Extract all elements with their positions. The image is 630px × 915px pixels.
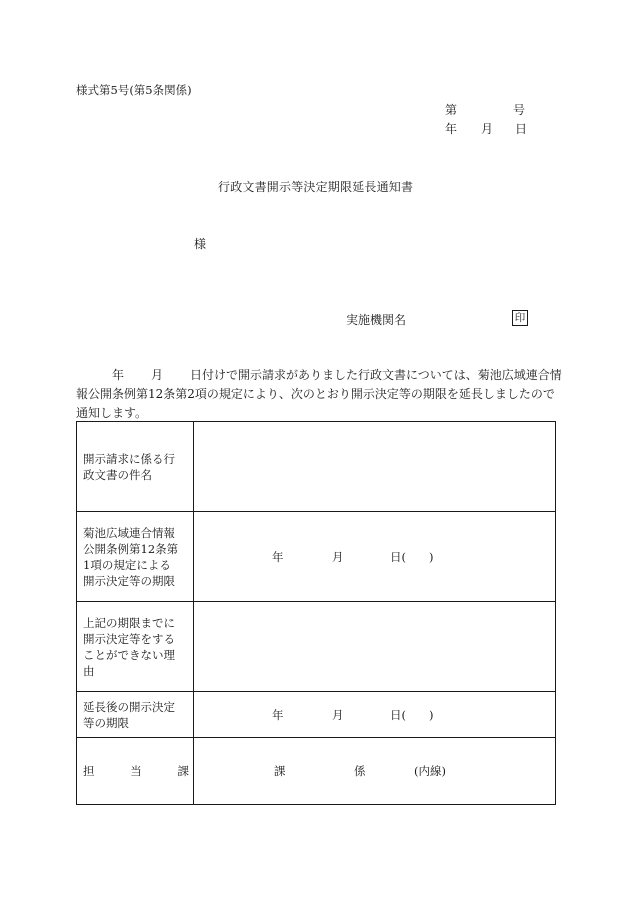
original-deadline-value[interactable] — [194, 512, 556, 602]
body-line1-text: 日付けで開示請求がありました行政文書については、菊池広域連合情 — [190, 368, 562, 382]
notice-body-line-2: 報公開条例第12条第2項の規定により、次のとおり開示決定等の期限を延長しましたので — [76, 387, 555, 401]
department-value[interactable] — [194, 738, 556, 805]
reason-label-line: 上記の期限までに — [83, 615, 175, 630]
department-contact — [194, 763, 555, 779]
seal-mark: 印 — [512, 310, 528, 326]
table-row-subject — [77, 422, 556, 512]
notice-body — [76, 366, 562, 423]
reason-label-line: ことができない理 — [83, 647, 175, 662]
department-label-chars — [83, 763, 189, 779]
agency-name-label: 実施機関名 — [346, 313, 407, 327]
recipient-suffix: 様 — [194, 237, 207, 251]
date-year-label: 年 — [445, 122, 458, 136]
notice-body-line-1 — [76, 366, 562, 385]
extended-deadline-date — [194, 707, 555, 723]
original-deadline-year-label: 年 — [272, 549, 284, 564]
document-number-label: 第 — [445, 103, 458, 117]
original-deadline-day-label: 日( ) — [390, 549, 434, 564]
original-deadline-label-line: 開示決定等の期限 — [83, 573, 175, 588]
extension-label: (内線) — [414, 764, 446, 778]
reason-label — [77, 602, 194, 692]
notice-body-line-3: 通知します。 — [76, 406, 148, 420]
extended-deadline-label-line: 延長後の開示決定 — [83, 699, 175, 714]
section-label: 課 — [274, 764, 286, 778]
extended-deadline-month-label: 月 — [332, 707, 344, 722]
subsection-label: 係 — [354, 764, 366, 778]
subject-label-line: 政文書の件名 — [83, 467, 152, 482]
subject-value[interactable] — [194, 422, 556, 512]
form-number: 様式第5号(第5条関係) — [76, 83, 192, 97]
extended-deadline-day-label: 日( ) — [390, 707, 434, 722]
department-label-char: 課 — [177, 764, 189, 778]
original-deadline-label-line: 公開条例第12条第 — [83, 541, 179, 556]
subject-label-line: 開示請求に係る行 — [83, 451, 175, 466]
document-number-suffix: 号 — [513, 103, 526, 117]
original-deadline-label-line: 1項の規定による — [83, 557, 171, 572]
document-title: 行政文書開示等決定期限延長通知書 — [218, 180, 414, 194]
body-month-label: 月 — [151, 368, 164, 382]
table-row-original-deadline — [77, 512, 556, 602]
extended-deadline-value[interactable] — [194, 692, 556, 738]
department-label — [77, 738, 194, 805]
reason-label-line: 開示決定等をする — [83, 631, 175, 646]
date-day-label: 日 — [515, 122, 528, 136]
reason-value[interactable] — [194, 602, 556, 692]
department-label-char: 当 — [130, 764, 142, 778]
original-deadline-month-label: 月 — [332, 549, 344, 564]
body-year-label: 年 — [112, 368, 125, 382]
subject-label — [77, 422, 194, 512]
original-deadline-label — [77, 512, 194, 602]
date-month-label: 月 — [481, 122, 494, 136]
original-deadline-date — [194, 549, 555, 565]
department-label-char: 担 — [83, 764, 95, 778]
table-row-department — [77, 738, 556, 805]
original-deadline-label-line: 菊池広域連合情報 — [83, 525, 175, 540]
table-row-extended-deadline — [77, 692, 556, 738]
reason-label-line: 由 — [83, 663, 95, 678]
extended-deadline-label-line: 等の期限 — [83, 715, 129, 730]
notice-details-table — [76, 421, 556, 805]
extended-deadline-year-label: 年 — [272, 707, 284, 722]
extended-deadline-label — [77, 692, 194, 738]
table-row-reason — [77, 602, 556, 692]
